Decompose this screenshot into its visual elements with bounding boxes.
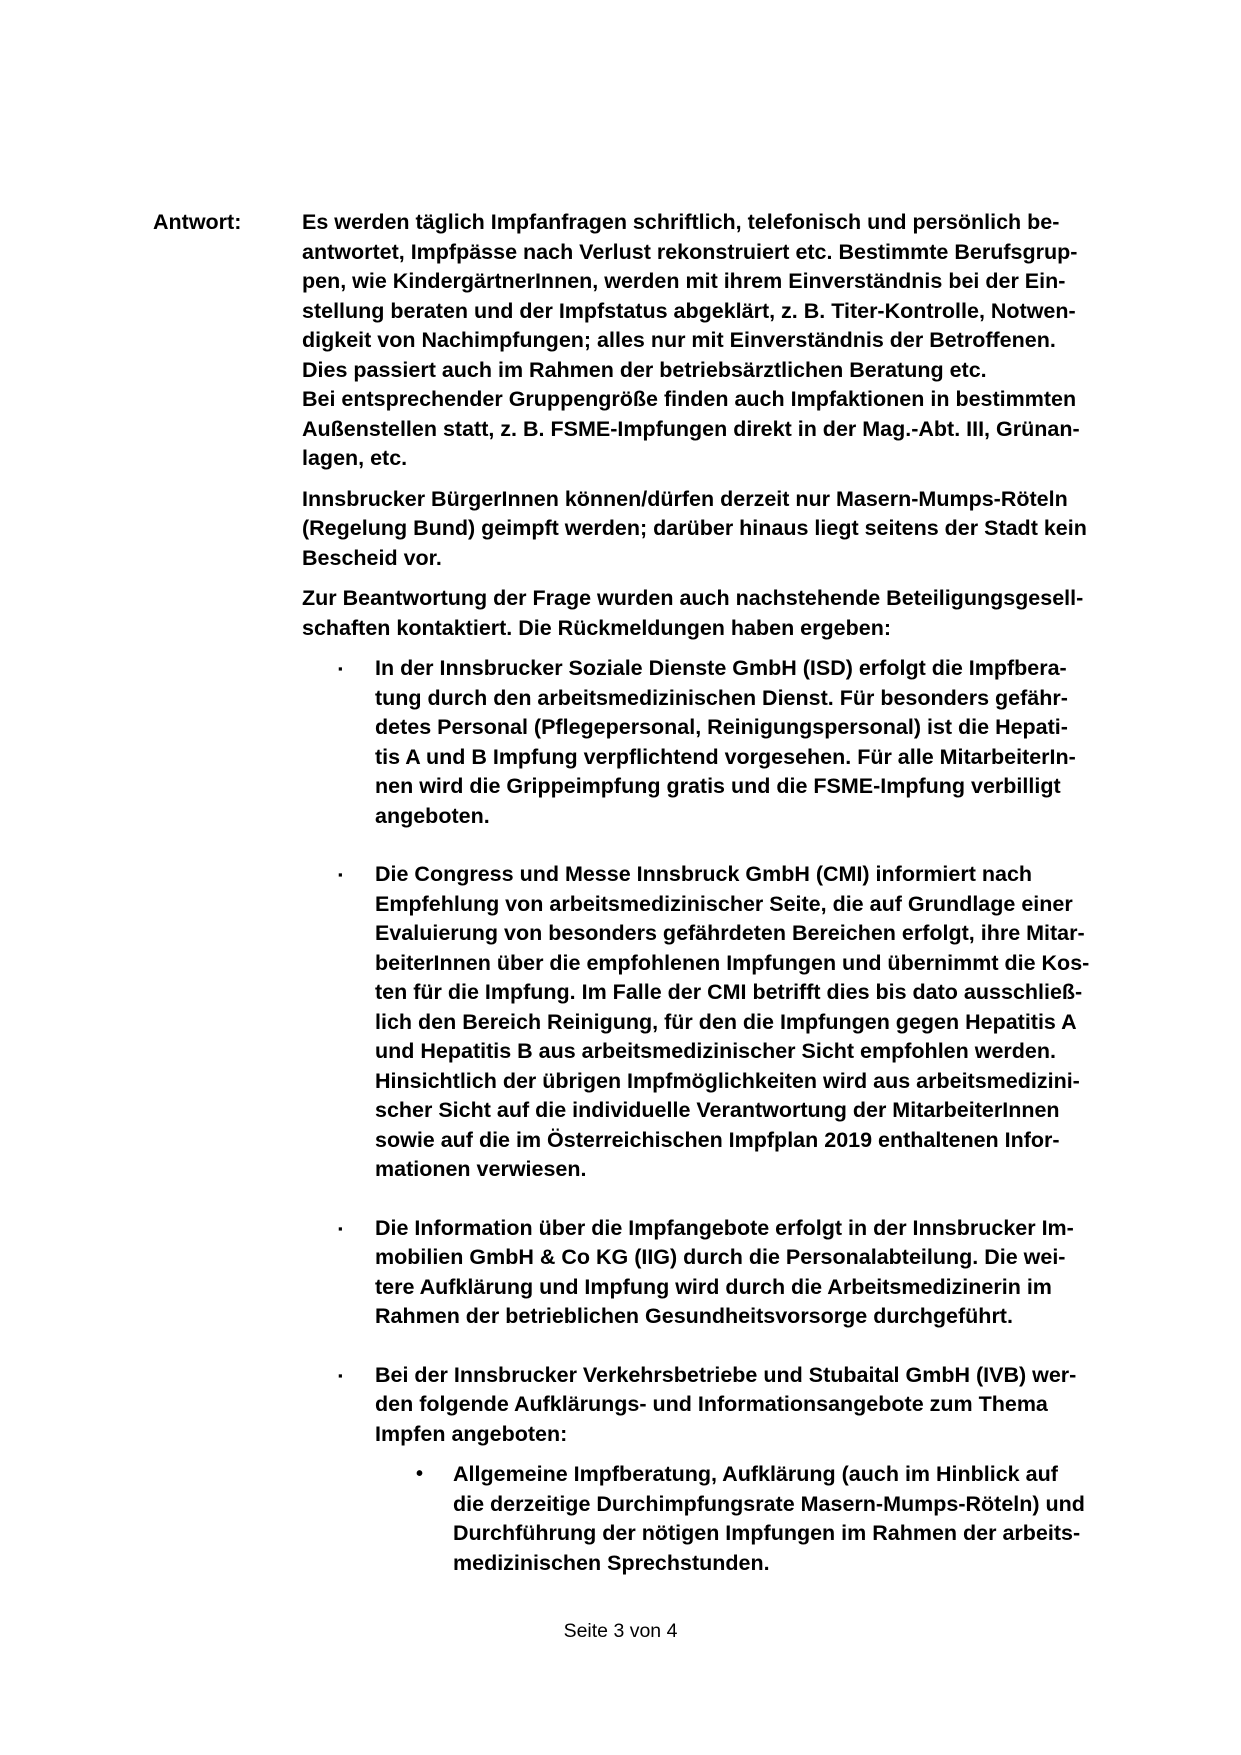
- text-line: die derzeitige Durchimpfungsrate Masern-Mumps-Röteln) und: [453, 1491, 1085, 1516]
- text-line: den folgende Aufklärungs- und Informationsangebote zum Thema: [375, 1392, 1048, 1416]
- text-line: Dies passiert auch im Rahmen der betriebsärztlichen Beratung etc.: [302, 357, 987, 382]
- page-number-footer: Seite 3 von 4: [563, 1620, 678, 1642]
- paragraph-buergerinnen: [302, 485, 1142, 574]
- list-item-iig: [302, 1214, 1142, 1332]
- square-bullet-icon: ▪: [338, 867, 343, 882]
- text-line: Impfen angeboten:: [375, 1421, 568, 1446]
- square-bullet-icon: ▪: [338, 661, 343, 676]
- text-line: Innsbrucker BürgerInnen können/dürfen derzeit nur Masern-Mumps-Röteln: [302, 486, 1068, 511]
- paragraph-beteiligungen: [302, 584, 1142, 643]
- square-bullet-icon: ▪: [338, 1220, 343, 1236]
- text-line: mobilien GmbH & Co KG (IIG) durch die Personalabteilung. Die wei-: [375, 1245, 1066, 1269]
- text-line: beiterInnen über die empfohlenen Impfungen und übernimmt die Kos-: [375, 950, 1090, 975]
- text-line: Hinsichtlich der übrigen Impfmöglichkeiten wird aus arbeitsmedizini-: [375, 1068, 1080, 1093]
- text-line: lagen, etc.: [302, 446, 408, 470]
- text-line: nen wird die Grippeimpfung gratis und die FSME-Impfung verbilligt: [375, 774, 1061, 798]
- text-line: Außenstellen statt, z. B. FSME-Impfungen direkt in der Mag.-Abt. III, Grünan-: [302, 416, 1080, 441]
- text-line: Die Information über die Impfangebote erfolgt in der Innsbrucker Im-: [375, 1215, 1074, 1240]
- text-line: Bei entsprechender Gruppengröße finden auch Impfaktionen in bestimmten: [302, 387, 1077, 411]
- answer-body: [302, 208, 1142, 1578]
- text-line: schaften kontaktiert. Die Rückmeldungen haben ergeben:: [302, 615, 891, 640]
- answer-label: Antwort:: [153, 210, 242, 234]
- text-line: Evaluierung von besonders gefährdeten Bereichen erfolgt, ihre Mitar-: [375, 921, 1085, 945]
- text-line: digkeit von Nachimpfungen; alles nur mit Einverständnis der Betroffenen.: [302, 328, 1056, 352]
- text-line: scher Sicht auf die individuelle Verantwortung der MitarbeiterInnen: [375, 1098, 1060, 1122]
- text-line: In der Innsbrucker Soziale Dienste GmbH (ISD) erfolgt die Impfbera-: [375, 656, 1067, 680]
- text-line: tis A und B Impfung verpflichtend vorgesehen. Für alle MitarbeiterIn-: [375, 744, 1076, 769]
- text-line: ten für die Impfung. Im Falle der CMI betrifft dies bis dato ausschließ-: [375, 980, 1083, 1004]
- text-line: lich den Bereich Reinigung, für den die Impfungen gegen Hepatitis A: [375, 1009, 1077, 1034]
- text-line: Allgemeine Impfberatung, Aufklärung (auch im Hinblick auf: [453, 1462, 1058, 1486]
- text-line: medizinischen Sprechstunden.: [453, 1550, 770, 1575]
- text-line: detes Personal (Pflegepersonal, Reinigungspersonal) ist die Hepati-: [375, 715, 1068, 739]
- text-line: Es werden täglich Impfanfragen schriftlich, telefonisch und persönlich be-: [302, 210, 1060, 234]
- text-line: tung durch den arbeitsmedizinischen Dienst. Für besonders gefähr-: [375, 685, 1068, 710]
- text-line: Die Congress und Messe Innsbruck GmbH (CMI) informiert nach: [375, 862, 1033, 886]
- text-line: mationen verwiesen.: [375, 1157, 587, 1181]
- text-line: Empfehlung von arbeitsmedizinischer Seite, die auf Grundlage einer: [375, 891, 1073, 916]
- square-bullet-icon: ▪: [338, 1367, 343, 1383]
- text-line: stellung beraten und der Impfstatus abgeklärt, z. B. Titer-Kontrolle, Notwen-: [302, 298, 1076, 323]
- text-line: Durchführung der nötigen Impfungen im Rahmen der arbeits-: [453, 1521, 1081, 1545]
- text-line: tere Aufklärung und Impfung wird durch die Arbeitsmedizinerin im: [375, 1274, 1052, 1299]
- list-item-ivb: [302, 1361, 1142, 1450]
- text-line: angeboten.: [375, 803, 490, 828]
- round-bullet-icon: •: [416, 1463, 424, 1485]
- text-line: (Regelung Bund) geimpft werden; darüber hinaus liegt seitens der Stadt kein: [302, 516, 1087, 540]
- sub-list-item-impfberatung: [302, 1460, 1142, 1578]
- text-line: Bei der Innsbrucker Verkehrsbetriebe und Stubaital GmbH (IVB) wer-: [375, 1362, 1077, 1387]
- text-line: Zur Beantwortung der Frage wurden auch nachstehende Beteiligungsgesell-: [302, 586, 1084, 610]
- text-line: Bescheid vor.: [302, 545, 442, 570]
- text-line: Rahmen der betrieblichen Gesundheitsvorsorge durchgeführt.: [375, 1304, 1013, 1328]
- list-item-isd: [302, 654, 1142, 831]
- text-line: und Hepatitis B aus arbeitsmedizinischer Sicht empfohlen werden.: [375, 1039, 1056, 1063]
- text-line: pen, wie KindergärtnerInnen, werden mit ihrem Einverständnis bei der Ein-: [302, 269, 1066, 293]
- text-line: sowie auf die im Österreichischen Impfplan 2019 enthaltenen Infor-: [375, 1127, 1060, 1152]
- text-line: antwortet, Impfpässe nach Verlust rekonstruiert etc. Bestimmte Berufsgrup-: [302, 239, 1078, 264]
- list-item-cmi: [302, 860, 1142, 1185]
- paragraph-impfanfragen: [302, 208, 1142, 474]
